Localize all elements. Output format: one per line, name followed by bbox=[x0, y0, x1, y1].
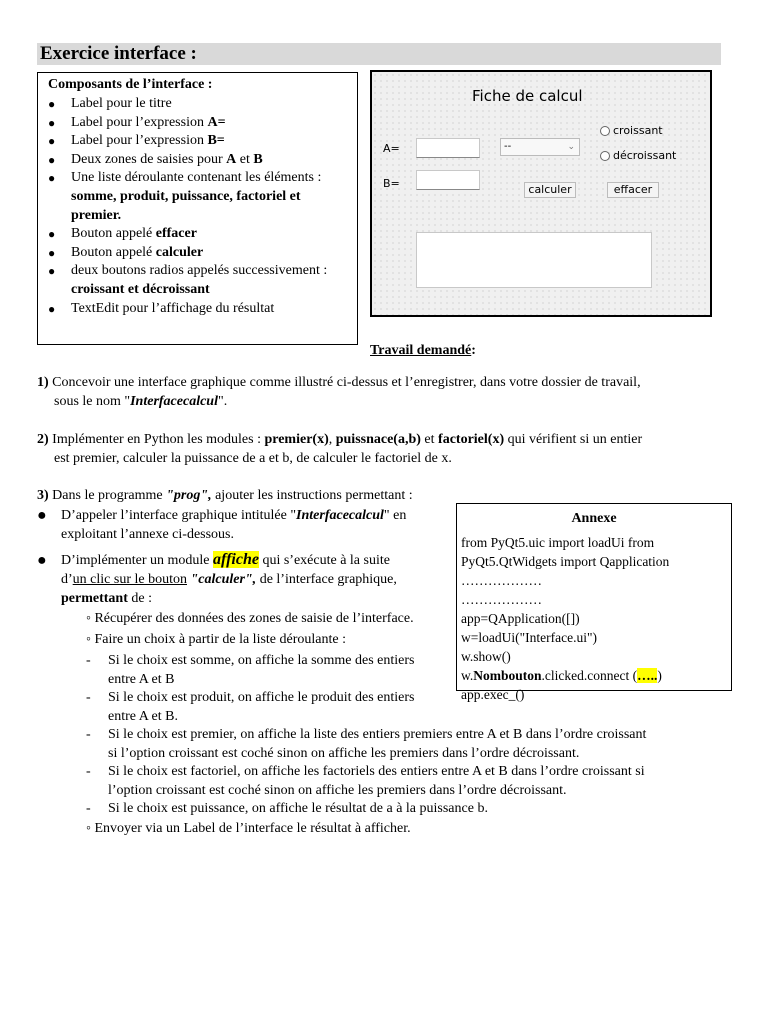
list-item: ● Label pour l’expression B= bbox=[38, 132, 353, 151]
list-item: ● Une liste déroulante contenant les éléments : somme, produit, puissance, factoriel et premier. bbox=[48, 170, 322, 223]
code-line: w.Nombouton.clicked.connect (…..) bbox=[461, 668, 662, 683]
mockup-calculer-button[interactable]: calculer bbox=[524, 182, 576, 198]
components-heading: Composants de l’interface : bbox=[48, 77, 213, 92]
mockup-input-a[interactable] bbox=[416, 138, 480, 158]
work-heading: Travail demandé: bbox=[370, 343, 476, 358]
bullet-1-text: D’appeler l’interface graphique intitulée "Interfacecalcul" en exploitant l’annexe ci-dessous. bbox=[61, 508, 407, 542]
mockup-effacer-button[interactable]: effacer bbox=[607, 182, 659, 198]
components-box bbox=[37, 72, 358, 345]
sub-item: ◦ Envoyer via un Label de l’interface le résultat à afficher. bbox=[86, 821, 411, 836]
question-2: 2) Implémenter en Python les modules : premier(x), puissnace(a,b) et factoriel(x) qui vérifient si un entier est premier, calculer la puissance de a et b, de calculer le factoriel de x. bbox=[37, 432, 643, 466]
bullet-2-text: D’implémenter un module affiche qui s’exécute à la suite d’un clic sur le bouton "calculer", de l’interface graphique, permettant de : bbox=[61, 551, 397, 606]
bullet-icon: ● bbox=[48, 152, 56, 167]
radio-circle-icon bbox=[600, 151, 610, 161]
circle-bullet-icon: ◦ bbox=[86, 632, 95, 647]
list-item: ● Label pour l’expression A= bbox=[38, 114, 353, 133]
interface-mockup bbox=[370, 70, 712, 317]
exercise-title-bar bbox=[37, 43, 721, 65]
dash-item: - Si le choix est factoriel, on affiche les factoriels des entiers entre A et B dans l’ordre croissant si l’option croissant est coché sinon on affiche les premiers dans l’ordre décroissant. bbox=[86, 764, 645, 798]
list-item: ● Bouton appelé effacer bbox=[38, 225, 353, 244]
code-line: ……………… bbox=[461, 573, 542, 588]
annexe-heading: Annexe bbox=[571, 511, 617, 526]
code-line: w=loadUi("Interface.ui") bbox=[461, 630, 597, 645]
mockup-title: Fiche de calcul bbox=[472, 87, 583, 105]
bullet-icon: ● bbox=[48, 115, 56, 130]
bullet-icon: ● bbox=[48, 97, 56, 111]
list-item: ● Deux zones de saisies pour A et B bbox=[38, 151, 353, 170]
bullet-icon: ● bbox=[48, 171, 56, 186]
bullet-icon: ● bbox=[37, 507, 47, 524]
mockup-label-b: B= bbox=[383, 177, 400, 190]
question-3: 3) Dans le programme "prog", ajouter les instructions permettant : bbox=[37, 488, 413, 503]
dash-item: - Si le choix est puissance, on affiche le résultat de a à la puissance b. bbox=[86, 801, 488, 816]
mockup-combo[interactable] bbox=[500, 138, 580, 156]
bullet-icon: ● bbox=[48, 264, 56, 279]
list-item: ● Label pour le titre bbox=[38, 95, 353, 114]
dash-item: - Si le choix est somme, on affiche la somme des entiers entre A et B bbox=[86, 653, 415, 687]
code-line: from PyQt5.uic import loadUi from bbox=[461, 535, 655, 550]
mockup-textedit[interactable] bbox=[416, 232, 652, 288]
bullet-icon: ● bbox=[48, 245, 56, 260]
sub-item: ◦ Récupérer des données des zones de saisie de l’interface. bbox=[86, 611, 414, 626]
code-line: app=QApplication([]) bbox=[461, 611, 580, 626]
dash-item: - Si le choix est produit, on affiche le produit des entiers entre A et B. bbox=[86, 690, 415, 724]
list-item: ● deux boutons radios appelés successivement : croissant et décroissant bbox=[48, 263, 328, 297]
bullet-icon: ● bbox=[48, 227, 56, 242]
sub-item: ◦ Faire un choix à partir de la liste déroulante : bbox=[86, 632, 346, 647]
code-line: PyQt5.QtWidgets import Qapplication bbox=[461, 554, 670, 569]
circle-bullet-icon: ◦ bbox=[86, 611, 95, 626]
circle-bullet-icon: ◦ bbox=[86, 821, 95, 836]
bullet-icon: ● bbox=[48, 134, 56, 149]
annexe-code bbox=[461, 533, 669, 704]
code-line: w.show() bbox=[461, 649, 511, 664]
code-line: ……………… bbox=[461, 592, 542, 607]
exercise-title: Exercice interface : bbox=[40, 43, 197, 64]
bullet-icon: ● bbox=[37, 552, 47, 569]
mockup-label-a: A= bbox=[383, 142, 400, 155]
question-1: 1) Concevoir une interface graphique comme illustré ci-dessus et l’enregistrer, dans votre dossier de travail, sous le nom "Interfacecalcul". bbox=[37, 375, 641, 409]
mockup-combo-value: -- bbox=[504, 141, 512, 152]
dash-item: - Si le choix est premier, on affiche la liste des entiers premiers entre A et B dans l’ordre croissant si l’option croissant est coché sinon on affiche les premiers dans l’ordre décroissant. bbox=[86, 727, 647, 761]
mockup-input-b[interactable] bbox=[416, 170, 480, 190]
mockup-radio-decroissant[interactable]: décroissant bbox=[600, 149, 676, 162]
radio-circle-icon bbox=[600, 126, 610, 136]
chevron-down-icon: ⌄ bbox=[567, 142, 575, 152]
list-item: ● Bouton appelé calculer bbox=[38, 244, 353, 263]
mockup-radio-croissant[interactable]: croissant bbox=[600, 124, 663, 137]
annexe-box bbox=[456, 503, 732, 702]
code-line: app.exec_() bbox=[461, 687, 525, 702]
list-item: ● TextEdit pour l’affichage du résultat bbox=[38, 300, 353, 319]
bullet-icon: ● bbox=[48, 301, 56, 316]
components-list bbox=[38, 95, 353, 318]
